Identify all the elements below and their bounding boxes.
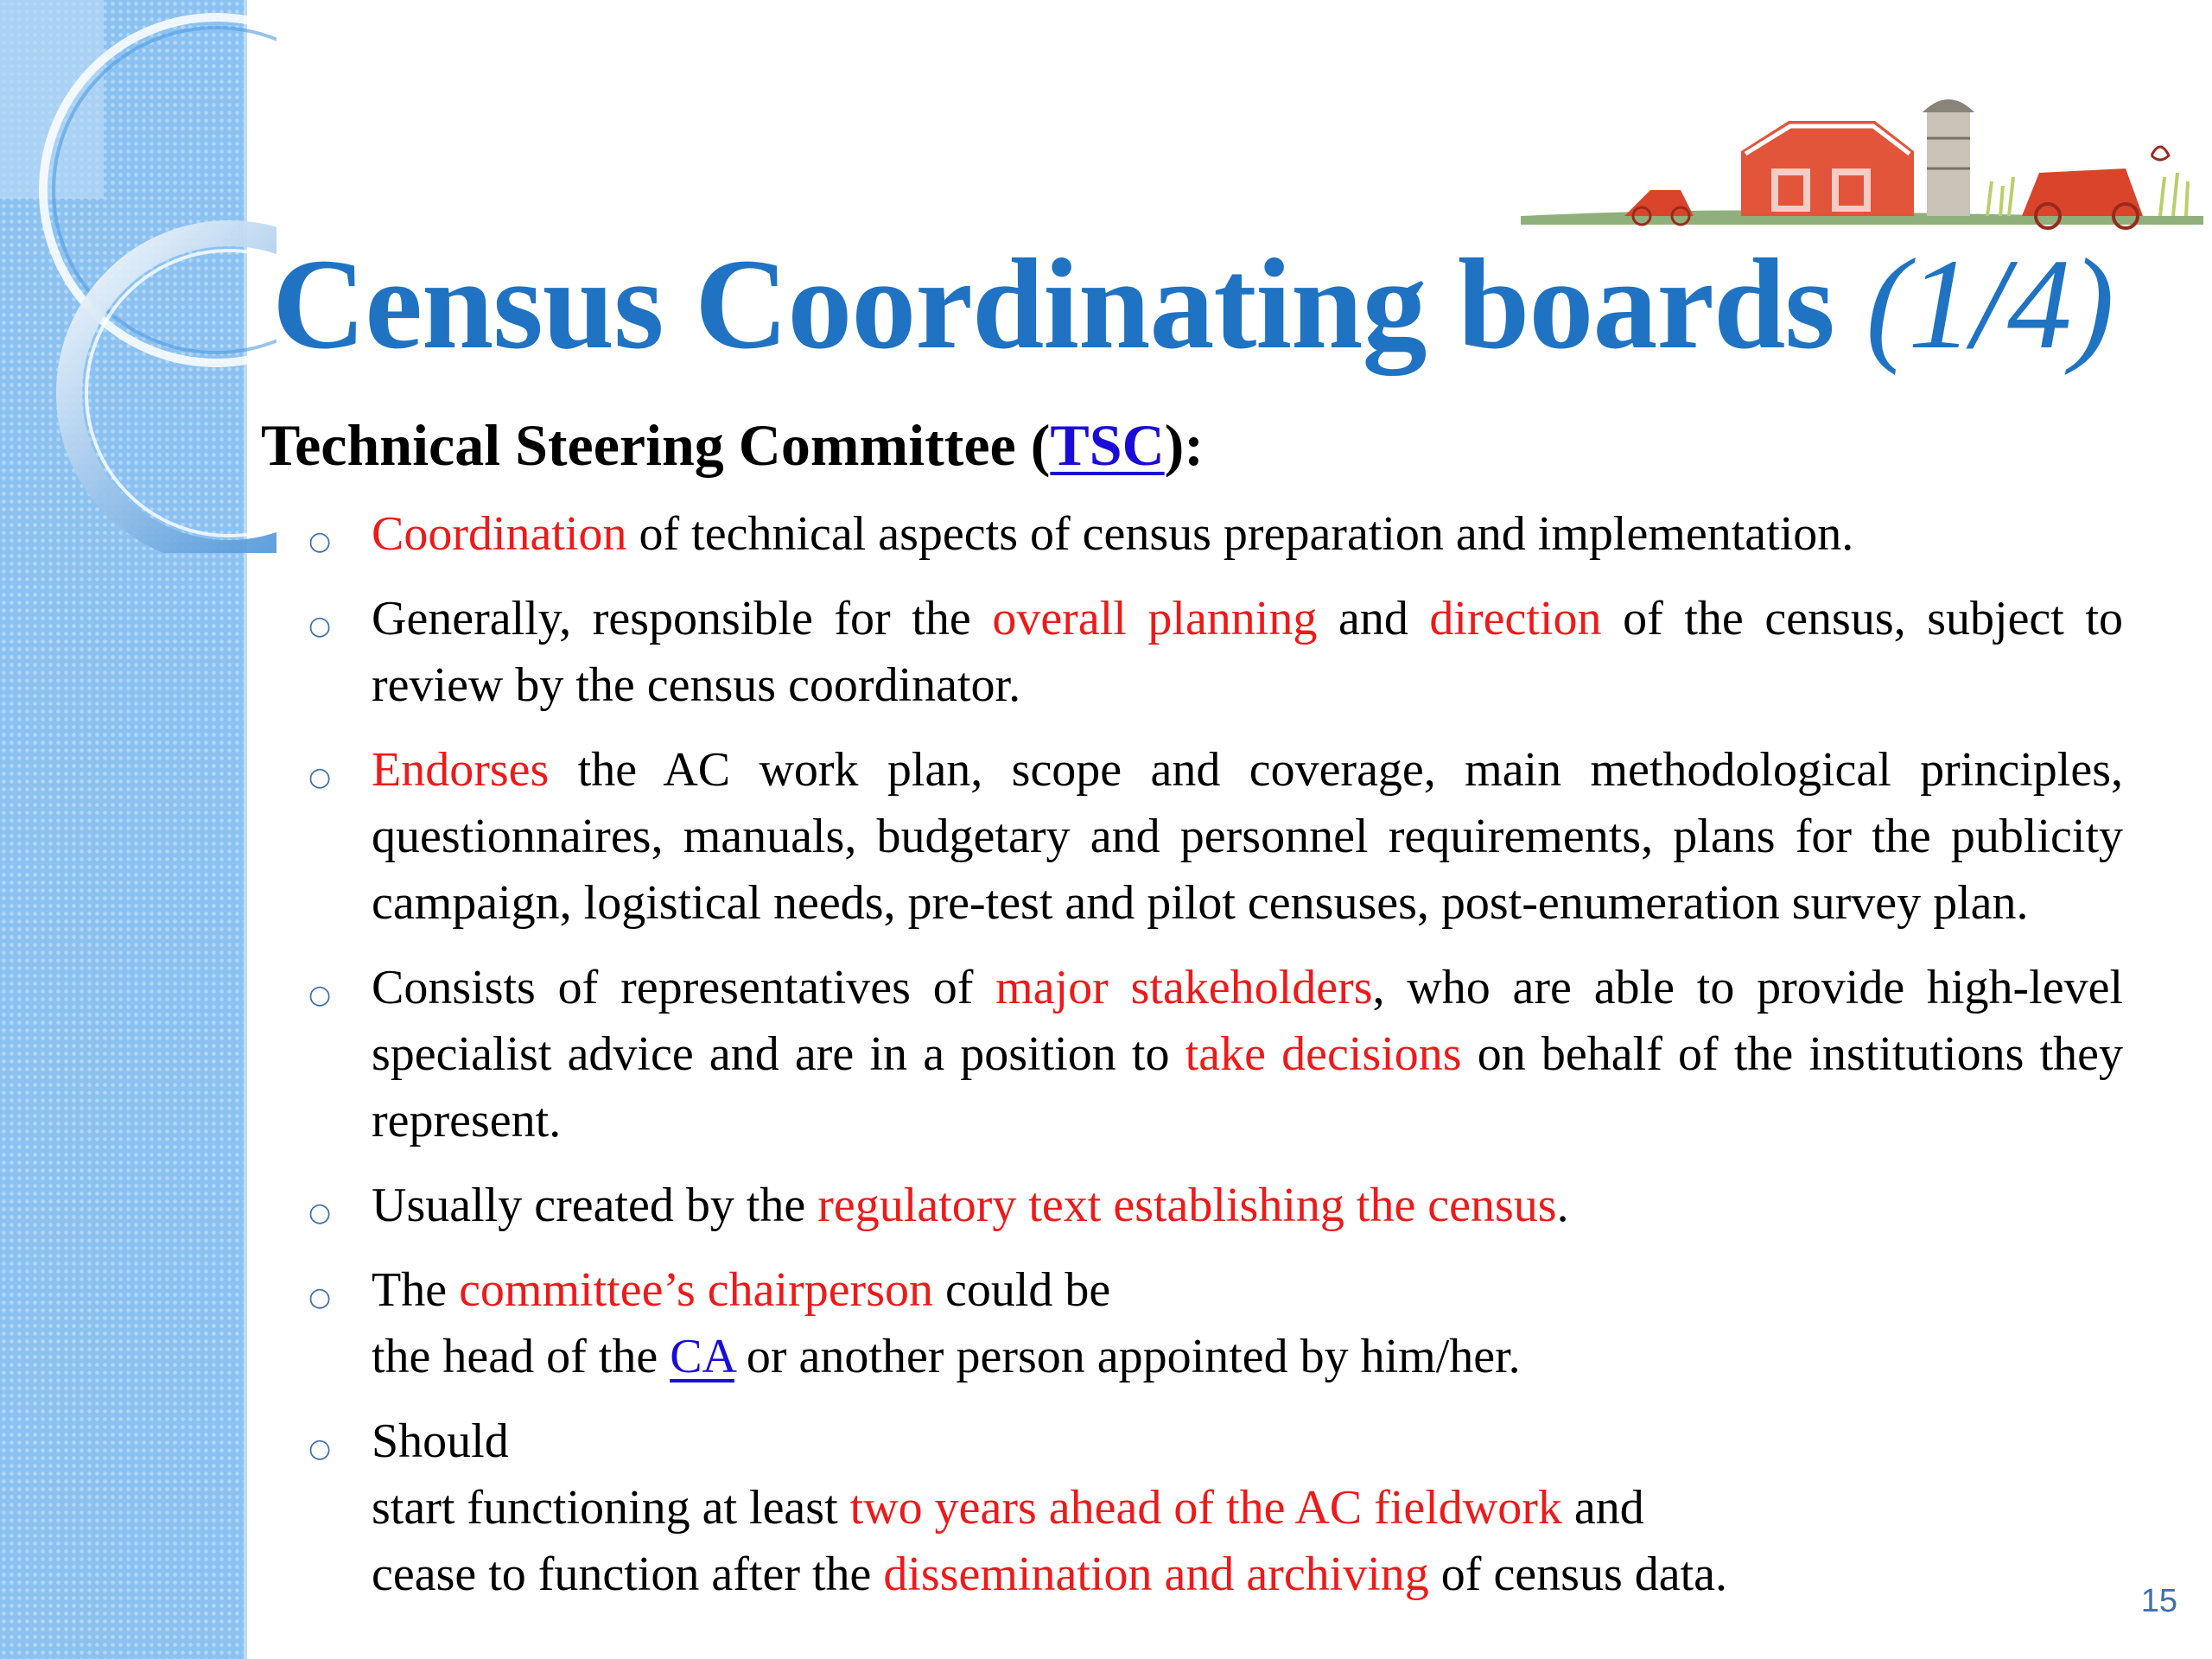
bullet-item: [298, 501, 2123, 568]
bullet-text: Usually created by the: [372, 1179, 818, 1232]
bullet-text: of the census, subject to review by the census coordinator.: [372, 592, 2123, 712]
bullet-item: [298, 955, 2123, 1154]
bullet-line: [372, 1257, 2123, 1324]
highlighted-text: overall planning: [992, 592, 1318, 645]
title-text: Census Coordinating boards: [272, 232, 1834, 376]
bullet-item: [298, 586, 2123, 719]
bullet-text: or another person appointed by him/her.: [734, 1330, 1521, 1383]
bullet-text: the head of the: [372, 1330, 671, 1383]
bullet-circle-icon: ○: [308, 526, 332, 556]
bullet-text: cease to function after the: [372, 1548, 884, 1601]
highlighted-text: Coordination: [372, 507, 627, 561]
section-heading-suffix: ):: [1164, 412, 1204, 478]
ca-link[interactable]: CA: [670, 1330, 734, 1383]
bullet-line: [372, 1475, 2123, 1541]
bullet-text: and: [1561, 1481, 1644, 1535]
slide-title: [272, 226, 2113, 382]
bullet-text: and: [1317, 592, 1430, 645]
bullet-text: .: [1556, 1179, 1569, 1232]
highlighted-text: take decisions: [1185, 1027, 1462, 1081]
bullet-circle-icon: ○: [308, 1433, 332, 1464]
bullet-text: on behalf of the institutions they represent.: [372, 1027, 2123, 1147]
section-heading-prefix: Technical Steering Committee (: [261, 412, 1051, 478]
bullet-text: of census data.: [1428, 1548, 1728, 1601]
bullet-item: [298, 1257, 2123, 1390]
bullet-circle-icon: ○: [308, 1282, 332, 1313]
bullet-text: start functioning at least: [372, 1481, 850, 1535]
bullet-list: [298, 501, 2123, 1626]
highlighted-text: committee’s chairperson: [459, 1263, 933, 1317]
section-heading: [261, 406, 1204, 484]
bullet-text: The: [372, 1263, 460, 1317]
highlighted-text: dissemination and archiving: [883, 1548, 1429, 1601]
bullet-circle-icon: ○: [308, 611, 332, 641]
bullet-item: [298, 1408, 2123, 1608]
bullet-text: the AC work plan, scope and coverage, main methodological principles, questionnaires, manuals, budgetary and personnel requirements, plans for the publicity campaign, logistical needs, pre-test and pilot censuses, post-enumeration survey plan.: [372, 743, 2123, 930]
highlighted-text: major stakeholders: [995, 961, 1373, 1014]
bullet-circle-icon: ○: [308, 1198, 332, 1228]
page-number: 15: [2140, 1583, 2177, 1619]
highlighted-text: regulatory text establishing the census: [817, 1179, 1557, 1232]
decorative-rings-graphic: [0, 0, 276, 553]
bullet-line: [372, 1324, 2123, 1390]
bullet-text: Generally, responsible for the: [372, 592, 993, 645]
bullet-text: Should: [372, 1414, 509, 1468]
bullet-line: [372, 1408, 2123, 1475]
highlighted-text: two years ahead of the AC fieldwork: [849, 1481, 1562, 1535]
bullet-item: [298, 1173, 2123, 1239]
farm-illustration: [1521, 86, 2203, 233]
bullet-text: could be: [933, 1263, 1111, 1317]
bullet-item: [298, 737, 2123, 937]
bullet-text: of technical aspects of census preparation and implementation.: [626, 507, 1854, 561]
bullet-line: [372, 1541, 2123, 1608]
title-part-indicator: (1/4): [1866, 232, 2113, 376]
highlighted-text: Endorses: [372, 743, 550, 797]
bullet-text: , who are able to provide high-level specialist advice and are in a position to: [372, 961, 2124, 1081]
highlighted-text: direction: [1429, 592, 1602, 645]
tsc-link[interactable]: TSC: [1050, 412, 1165, 478]
bullet-circle-icon: ○: [308, 980, 332, 1010]
bullet-text: Consists of representatives of: [372, 961, 996, 1014]
bullet-circle-icon: ○: [308, 762, 332, 792]
